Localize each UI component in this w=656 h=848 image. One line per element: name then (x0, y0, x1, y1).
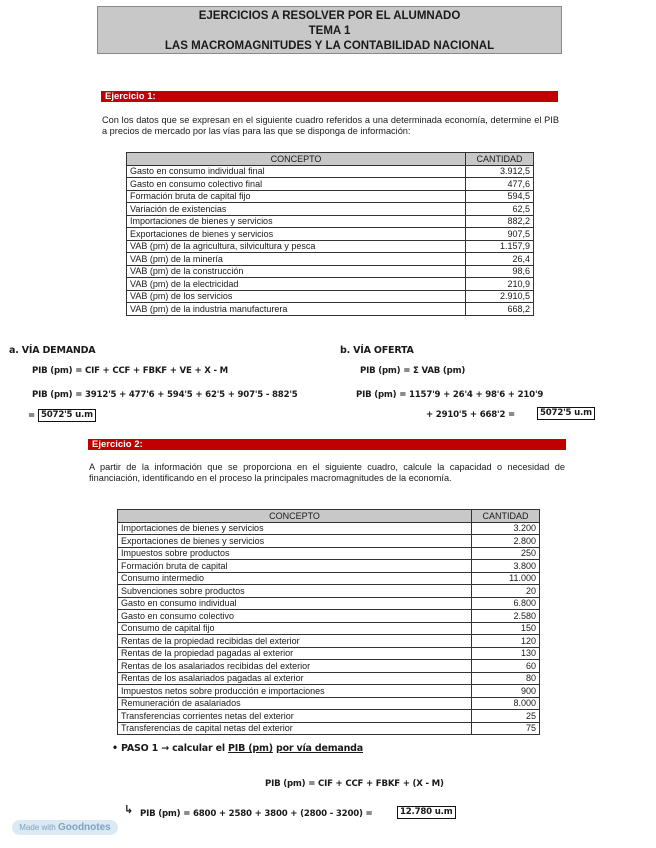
quantity-cell: 80 (472, 672, 540, 685)
quantity-cell: 477,6 (466, 178, 534, 191)
exercise-1-col-quantity: CANTIDAD (466, 153, 534, 166)
via-demanda-title: a. VÍA DEMANDA (9, 345, 96, 356)
quantity-cell: 3.200 (472, 522, 540, 535)
via-demanda-calculation: PIB (pm) = 3912'5 + 477'6 + 594'5 + 62'5 + 907'5 - 882'5 (32, 390, 298, 400)
paso-1-label: PASO 1 (120, 743, 159, 754)
concept-cell: Exportaciones de bienes y servicios (118, 535, 472, 548)
quantity-cell: 8.000 (472, 697, 540, 710)
header-line-2: TEMA 1 (308, 25, 351, 37)
table-row (118, 572, 540, 585)
table-row (127, 240, 534, 253)
quantity-cell: 668,2 (466, 303, 534, 316)
table-row (118, 610, 540, 623)
quantity-cell: 150 (472, 622, 540, 635)
via-oferta-calculation-1: PIB (pm) = 1157'9 + 26'4 + 98'6 + 210'9 (356, 390, 544, 400)
quantity-cell: 250 (472, 547, 540, 560)
table-row (118, 585, 540, 598)
quantity-cell: 2.580 (472, 610, 540, 623)
exercise-2-statement: A partir de la información que se proporciona en el siguiente cuadro, calcule la capacidad o necesidad de financiación, identificando en el proceso la principales macromagnitudes de la economía. (89, 462, 565, 483)
paso-1-text-3: por vía demanda (275, 743, 363, 754)
quantity-cell: 1.157,9 (466, 240, 534, 253)
concept-cell: Gasto en consumo colectivo final (127, 178, 466, 191)
via-demanda-result: 5072'5 u.m (38, 409, 96, 422)
concept-cell: Subvenciones sobre productos (118, 585, 472, 598)
concept-cell: Rentas de los asalariados pagadas al exterior (118, 672, 472, 685)
table-row (118, 685, 540, 698)
via-demanda-formula: PIB (pm) = CIF + CCF + FBKF + VE + X - M (32, 366, 228, 376)
concept-cell: Consumo intermedio (118, 572, 472, 585)
via-demanda-equals: = (28, 411, 36, 421)
concept-cell: Rentas de los asalariados recibidas del exterior (118, 660, 472, 673)
hooked-arrow-icon: ↳ (124, 803, 134, 816)
quantity-cell: 3.912,5 (466, 165, 534, 178)
table-row (127, 265, 534, 278)
concept-cell: Gasto en consumo colectivo (118, 610, 472, 623)
via-oferta-calculation-2: + 2910'5 + 668'2 = (426, 410, 516, 420)
concept-cell: VAB (pm) de la agricultura, silvicultura y pesca (127, 240, 466, 253)
concept-cell: Importaciones de bienes y servicios (127, 215, 466, 228)
table-row (127, 253, 534, 266)
quantity-cell: 25 (472, 710, 540, 723)
table-row (118, 697, 540, 710)
goodnotes-badge (12, 820, 118, 835)
concept-cell: Formación bruta de capital fijo (127, 190, 466, 203)
quantity-cell: 210,9 (466, 278, 534, 291)
table-row (118, 597, 540, 610)
quantity-cell: 11.000 (472, 572, 540, 585)
exercise-2-col-quantity: CANTIDAD (472, 510, 540, 523)
concept-cell: Gasto en consumo individual final (127, 165, 466, 178)
badge-brand: Goodnotes (57, 822, 111, 833)
exercise-2-col-concept: CONCEPTO (118, 510, 472, 523)
quantity-cell: 60 (472, 660, 540, 673)
concept-cell: VAB (pm) de la minería (127, 253, 466, 266)
table-row (118, 635, 540, 648)
table-row (118, 710, 540, 723)
concept-cell: VAB (pm) de los servicios (127, 290, 466, 303)
table-row (127, 203, 534, 216)
quantity-cell: 2.910,5 (466, 290, 534, 303)
concept-cell: Transferencias de capital netas del exterior (118, 722, 472, 735)
exercise-1-col-concept: CONCEPTO (127, 153, 466, 166)
concept-cell: VAB (pm) de la industria manufacturera (127, 303, 466, 316)
quantity-cell: 2.800 (472, 535, 540, 548)
paso-1-result: 12.780 u.m (397, 806, 456, 819)
table-row (118, 547, 540, 560)
paso-1-bullet: • (112, 743, 118, 754)
exercise-1-table (126, 152, 534, 316)
table-row (127, 178, 534, 191)
table-row (118, 560, 540, 573)
via-oferta-formula: PIB (pm) = Σ VAB (pm) (360, 366, 466, 376)
table-row (127, 215, 534, 228)
table-row (127, 228, 534, 241)
table-row (118, 660, 540, 673)
table-row (127, 278, 534, 291)
table-row (118, 672, 540, 685)
via-oferta-result: 5072'5 u.m (537, 407, 595, 420)
exercise-1-title-bar (101, 91, 558, 102)
exercise-1-statement: Con los datos que se expresan en el siguiente cuadro referidos a una determinada economía, determine el PIB a precios de mercado por las vías para las que se disponga de información: (102, 115, 559, 136)
quantity-cell: 62,5 (466, 203, 534, 216)
table-row (127, 303, 534, 316)
quantity-cell: 26,4 (466, 253, 534, 266)
paso-1-text-1: calcular el (172, 743, 225, 754)
concept-cell: Rentas de la propiedad pagadas al exterior (118, 647, 472, 660)
quantity-cell: 907,5 (466, 228, 534, 241)
quantity-cell: 120 (472, 635, 540, 648)
paso-1-formula: PIB (pm) = CIF + CCF + FBKF + (X - M) (265, 779, 444, 789)
table-row (118, 535, 540, 548)
table-row (127, 190, 534, 203)
table-row (118, 722, 540, 735)
concept-cell: Exportaciones de bienes y servicios (127, 228, 466, 241)
quantity-cell: 3.800 (472, 560, 540, 573)
quantity-cell: 6.800 (472, 597, 540, 610)
quantity-cell: 882,2 (466, 215, 534, 228)
arrow-right-icon: → (161, 743, 169, 754)
table-row (118, 522, 540, 535)
concept-cell: Importaciones de bienes y servicios (118, 522, 472, 535)
concept-cell: Gasto en consumo individual (118, 597, 472, 610)
concept-cell: Impuestos netos sobre producción e importaciones (118, 685, 472, 698)
document-header (97, 6, 562, 54)
header-line-3: LAS MACROMAGNITUDES Y LA CONTABILIDAD NACIONAL (164, 40, 495, 52)
table-row (127, 290, 534, 303)
concept-cell: Formación bruta de capital (118, 560, 472, 573)
paso-1-calculation: PIB (pm) = 6800 + 2580 + 3800 + (2800 - 3200) = (140, 809, 373, 819)
paso-1-text-2: PIB (pm) (228, 743, 273, 754)
quantity-cell: 900 (472, 685, 540, 698)
concept-cell: Impuestos sobre productos (118, 547, 472, 560)
quantity-cell: 594,5 (466, 190, 534, 203)
table-row (118, 647, 540, 660)
quantity-cell: 130 (472, 647, 540, 660)
paso-1-line (112, 743, 363, 754)
quantity-cell: 98,6 (466, 265, 534, 278)
concept-cell: VAB (pm) de la electricidad (127, 278, 466, 291)
badge-prefix: Made with (19, 823, 56, 832)
header-line-1: EJERCICIOS A RESOLVER POR EL ALUMNADO (198, 10, 461, 22)
table-row (127, 165, 534, 178)
exercise-2-title: Ejercicio 2: (92, 439, 143, 450)
concept-cell: Consumo de capital fijo (118, 622, 472, 635)
quantity-cell: 75 (472, 722, 540, 735)
concept-cell: VAB (pm) de la construcción (127, 265, 466, 278)
exercise-2-table (117, 509, 540, 735)
concept-cell: Variación de existencias (127, 203, 466, 216)
exercise-1-title: Ejercicio 1: (105, 91, 156, 102)
concept-cell: Remuneración de asalariados (118, 697, 472, 710)
table-row (118, 622, 540, 635)
concept-cell: Rentas de la propiedad recibidas del exterior (118, 635, 472, 648)
via-oferta-title: b. VÍA OFERTA (340, 345, 414, 356)
quantity-cell: 20 (472, 585, 540, 598)
concept-cell: Transferencias corrientes netas del exterior (118, 710, 472, 723)
exercise-2-title-bar (88, 439, 566, 450)
